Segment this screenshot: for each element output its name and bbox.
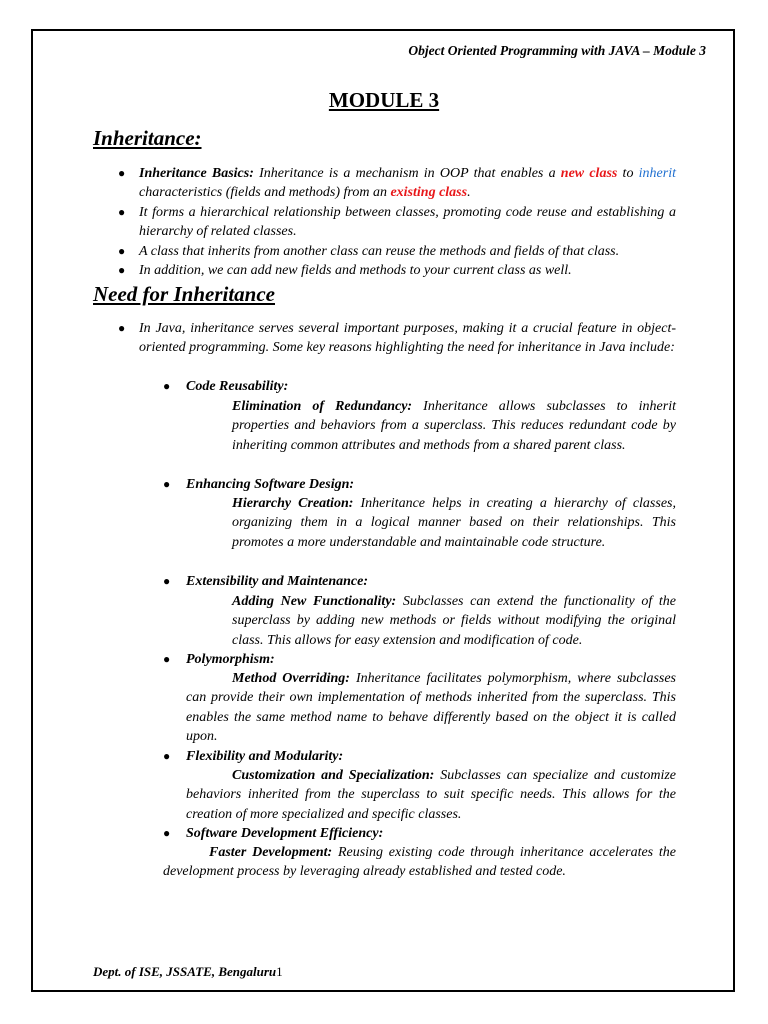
item-body-enhancing-software-design: Hierarchy Creation: Inheritance helps in creating a hierarchy of classes, organizing them in a logical manner based on their relationships. This promotes a more understandable and maintainable code structure.	[232, 496, 676, 550]
item-title-software-development-efficiency: Software Development Efficiency:	[186, 826, 384, 841]
footer-text: Dept. of ISE, JSSATE, Bengaluru	[93, 964, 277, 979]
item-body-polymorphism: Method Overriding: Inheritance facilitates polymorphism, where subclasses can provide their own implementation of methods inherited from the superclass. This enables the same method name to behave differently based on the object it is called upon.	[186, 671, 677, 745]
footer	[93, 964, 283, 980]
section-heading-need-for-inheritance: Need for Inheritance	[93, 282, 275, 306]
bullet-hierarchical-relationship: It forms a hierarchical relationship between classes, promoting code reuse and establishing a hierarchy of related classes.	[139, 205, 676, 240]
item-title-polymorphism: Polymorphism:	[186, 652, 275, 667]
bullet-marker: ●	[163, 749, 171, 763]
item-title-code-reusability: Code Reusability:	[186, 379, 289, 394]
bullet-marker: ●	[118, 166, 126, 180]
running-header: Object Oriented Programming with JAVA – Module 3	[408, 43, 706, 58]
section-heading-inheritance: Inheritance:	[93, 126, 202, 150]
bullet-marker: ●	[118, 263, 126, 277]
item-body-extensibility: Adding New Functionality: Subclasses can extend the functionality of the superclass by adding new methods or fields without modifying the original class. This allows for easy extension and modification of code.	[232, 594, 676, 648]
bullet-marker: ●	[163, 826, 171, 840]
item-body-flexibility: Customization and Specialization: Subclasses can specialize and customize behaviors inherited from the superclass to suit specific needs. This allows for the creation of more specialized and specific classes.	[186, 768, 676, 822]
label: Inheritance Basics:	[139, 166, 254, 181]
item-title-flexibility: Flexibility and Modularity:	[186, 749, 344, 764]
item-title-enhancing-software-design: Enhancing Software Design:	[186, 477, 355, 492]
highlight-existing-class: existing class	[390, 185, 468, 201]
item-title-extensibility: Extensibility and Maintenance:	[186, 574, 369, 589]
bullet-marker: ●	[118, 205, 126, 219]
bullet-marker: ●	[163, 477, 171, 491]
page-number: 1	[276, 964, 283, 979]
highlight-new-class: new class	[560, 166, 618, 181]
highlight-inherit: inherit	[638, 166, 676, 181]
item-body-software-development-efficiency: Faster Development: Reusing existing code through inheritance accelerates the development process by leveraging already established and tested code.	[163, 845, 676, 880]
need-intro: In Java, inheritance serves several important purposes, making it a crucial feature in object-oriented programming. Some key reasons highlighting the need for inheritance in Java include:	[139, 321, 676, 356]
bullet-inheritance-basics: Inheritance Basics: Inheritance is a mechanism in OOP that enables a new class to inherit characteristics (fields and methods) from an existing class.	[139, 166, 676, 201]
bullet-marker: ●	[163, 379, 171, 393]
bullet-marker: ●	[163, 652, 171, 666]
item-body-code-reusability: Elimination of Redundancy: Inheritance allows subclasses to inherit properties and behaviors from a superclass. This reduces redundant code by inheriting common attributes and methods from a shared parent class.	[232, 399, 676, 453]
bullet-marker: ●	[118, 244, 126, 258]
bullet-marker: ●	[118, 321, 126, 335]
bullet-reuse-methods: A class that inherits from another class can reuse the methods and fields of that class.	[139, 244, 620, 259]
bullet-marker: ●	[163, 574, 171, 588]
bullet-add-new-fields: In addition, we can add new fields and methods to your current class as well.	[139, 263, 572, 278]
module-title: MODULE 3	[328, 88, 440, 112]
